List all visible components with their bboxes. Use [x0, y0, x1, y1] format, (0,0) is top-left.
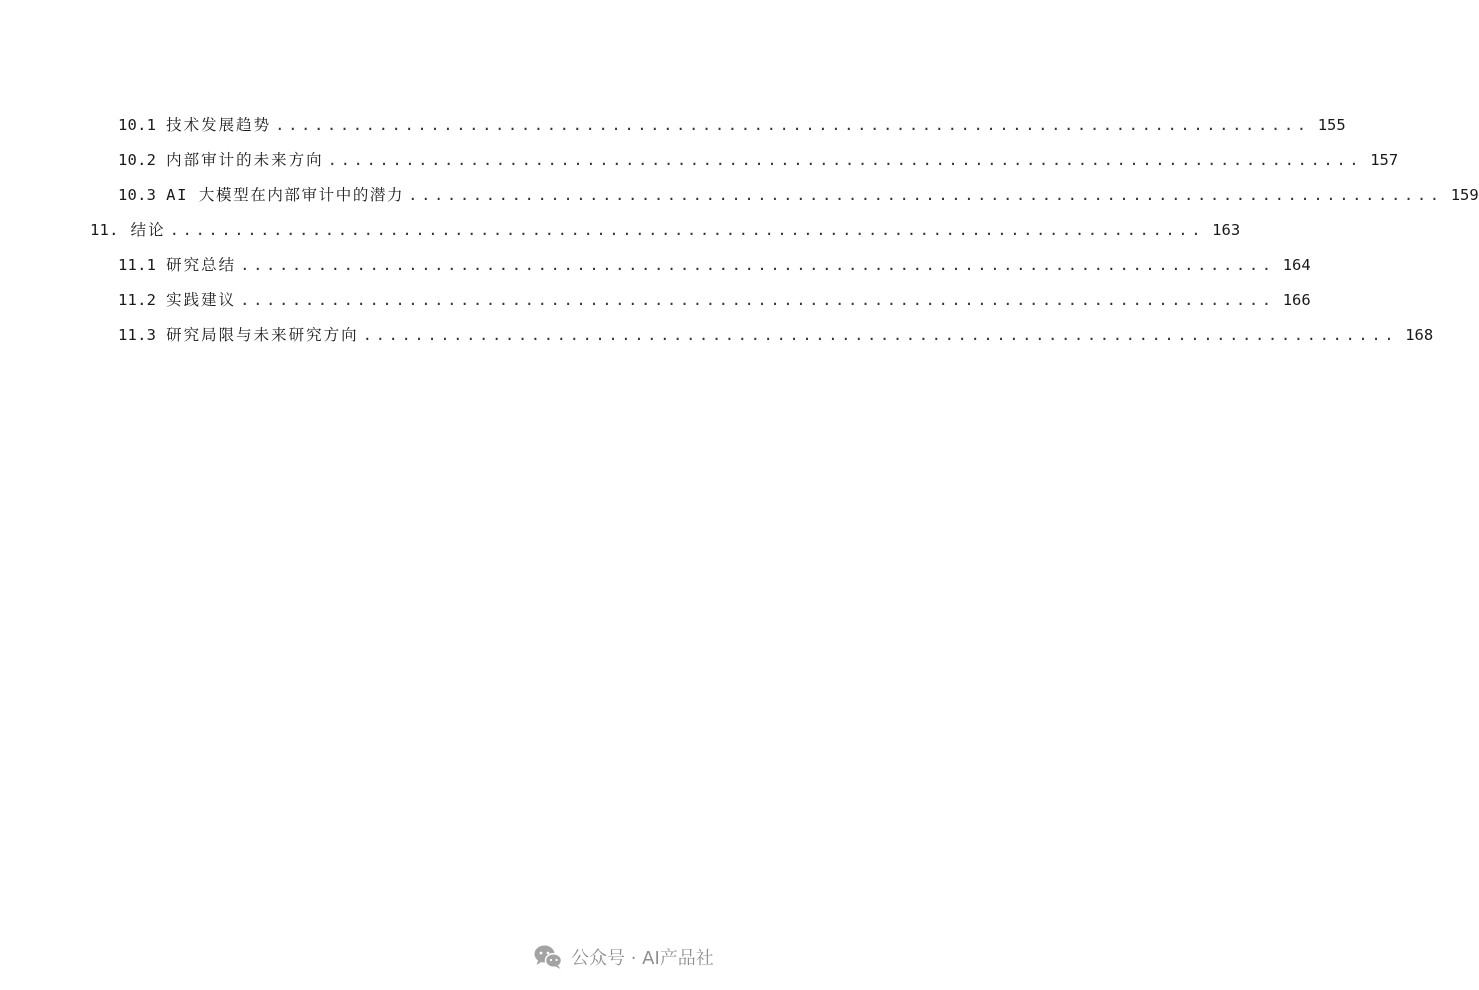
toc-entry-number: 11.3: [118, 326, 157, 344]
toc-entry-11-3[interactable]: [118, 323, 1434, 347]
toc-entry-title: 结论: [130, 221, 166, 239]
toc-page-number: 159: [1450, 186, 1479, 204]
toc-entry-title: 研究局限与未来研究方向: [166, 326, 359, 344]
toc-dot-leader: ................................................................................: [408, 186, 1443, 204]
toc-entry-11[interactable]: [90, 218, 1241, 242]
toc-entry-number: 10.1: [118, 116, 157, 134]
toc-entry-11-2[interactable]: [118, 288, 1311, 312]
toc-entry-number: 11.2: [118, 291, 157, 309]
toc-entry-11-1[interactable]: [118, 253, 1311, 277]
watermark: [533, 940, 714, 974]
toc-dot-leader: ................................................................................: [275, 116, 1310, 134]
toc-dot-leader: ................................................................................: [327, 151, 1363, 169]
toc-entry-number: 11.: [90, 221, 119, 239]
toc-page-number: 157: [1370, 151, 1399, 169]
toc-entry-number: 10.3: [118, 186, 157, 204]
toc-page-number: 155: [1317, 116, 1346, 134]
toc-dot-leader: ................................................................................: [240, 291, 1275, 309]
toc-entry-10-2[interactable]: [118, 148, 1399, 172]
toc-entry-title: 研究总结: [166, 256, 237, 274]
toc-entry-title: AI 大模型在内部审计中的潜力: [166, 186, 405, 204]
toc-entry-title: 技术发展趋势: [166, 116, 272, 134]
toc-dot-leader: ................................................................................: [169, 221, 1205, 239]
toc-entry-title: 内部审计的未来方向: [166, 151, 324, 169]
toc-entry-number: 11.1: [118, 256, 157, 274]
toc-page-number: 163: [1212, 221, 1241, 239]
toc-dot-leader: ................................................................................: [240, 256, 1275, 274]
wechat-icon: [533, 944, 563, 970]
toc-entry-10-1[interactable]: [118, 113, 1346, 137]
toc-entry-10-3[interactable]: [118, 183, 1479, 207]
toc-page-number: 166: [1282, 291, 1311, 309]
toc-page-number: 168: [1405, 326, 1434, 344]
toc-dot-leader: ................................................................................: [362, 326, 1398, 344]
toc-page-number: 164: [1282, 256, 1311, 274]
toc-entry-title: 实践建议: [166, 291, 237, 309]
toc-entry-number: 10.2: [118, 151, 157, 169]
watermark-text: 公众号 · AI产品社: [571, 948, 714, 969]
